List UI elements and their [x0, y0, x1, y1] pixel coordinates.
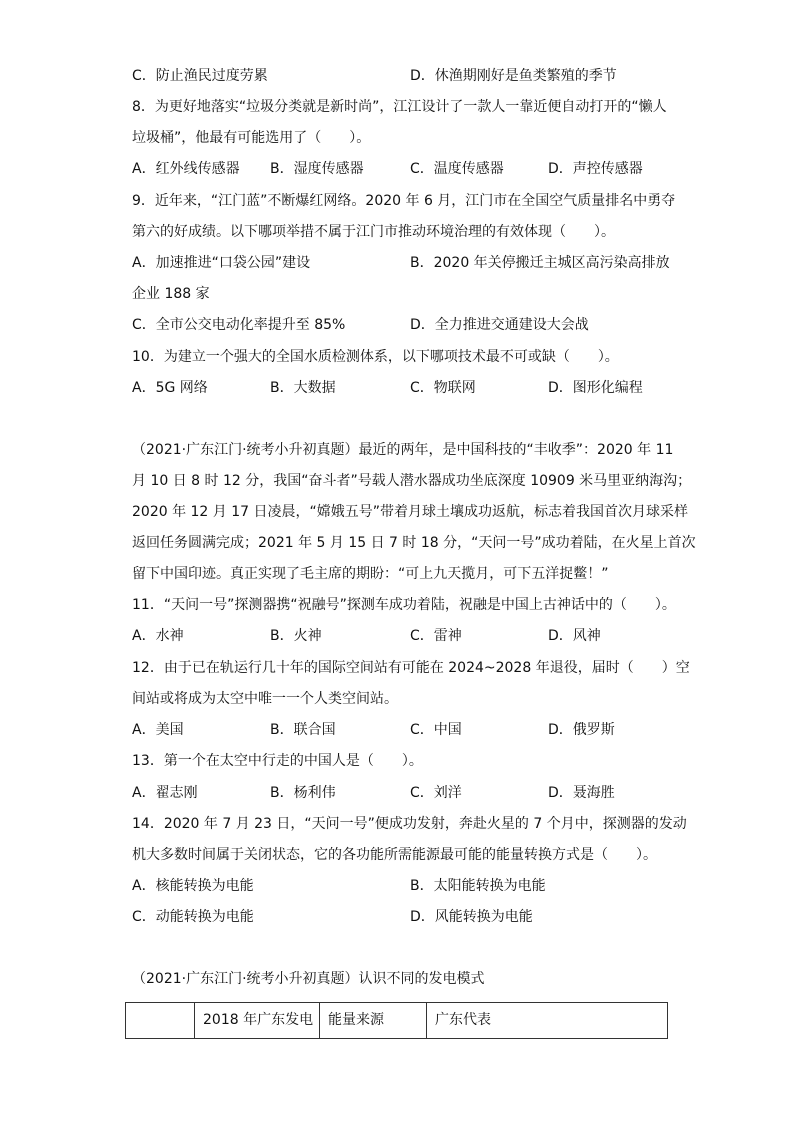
- table-header-cell: 广东代表: [435, 1012, 491, 1028]
- q9-stem-line2: 第六的好成绩。以下哪项举措不属于江门市推动环境治理的有效体现（ ）。: [132, 224, 615, 240]
- q10-option-d: D．图形化编程: [548, 380, 643, 396]
- q14-option-c: C．动能转换为电能: [132, 909, 254, 925]
- q11-stem: 11．“天问一号”探测器携“祝融号”探测车成功着陆，祝融是中国上古神话中的（ ）。: [132, 597, 676, 613]
- q9-option-b: B．2020 年关停搬迁主城区高污染高排放: [410, 255, 670, 271]
- q9-option-b-cont: 企业 188 家: [132, 286, 210, 302]
- passage1-line4: 返回任务圆满完成；2021 年 5 月 15 日 7 时 18 分，“天问一号”成功着陆，在火星上首次: [132, 535, 696, 551]
- q8-option-a: A．红外线传感器: [132, 161, 240, 177]
- q8-option-c: C．温度传感器: [410, 161, 504, 177]
- q13-option-c: C．刘洋: [410, 785, 462, 801]
- q12-option-d: D．俄罗斯: [548, 722, 615, 738]
- q8-option-d: D．声控传感器: [548, 161, 643, 177]
- table-header-cell: [126, 1003, 195, 1038]
- q10-option-c: C．物联网: [410, 380, 476, 396]
- passage1-line3: 2020 年 12 月 17 日凌晨，“嫦娥五号”带着月球土壤成功返航，标志着我国首次月球采样: [132, 504, 689, 520]
- table-header-cell: 能量来源: [320, 1003, 427, 1038]
- q14-stem-line1: 14．2020 年 7 月 23 日，“天问一号”便成功发射，奔赴火星的 7 个月中，探测器的发动: [132, 816, 687, 832]
- power-generation-table: [125, 1002, 668, 1039]
- q14-option-a: A．核能转换为电能: [132, 878, 254, 894]
- q12-option-a: A．美国: [132, 722, 184, 738]
- q14-option-b: B．太阳能转换为电能: [410, 878, 546, 894]
- q14-option-d: D．风能转换为电能: [410, 909, 533, 925]
- q11-option-c: C．雷神: [410, 628, 462, 644]
- q8-stem-line1: 8．为更好地落实“垃圾分类就是新时尚”，江江设计了一款人一靠近便自动打开的“懒人: [132, 99, 667, 115]
- q13-stem: 13．第一个在太空中行走的中国人是（ ）。: [132, 753, 423, 769]
- table-header-cell: 2018 年广东发电: [195, 1003, 320, 1038]
- passage1-line1: （2021·广东江门·统考小升初真题）最近的两年，是中国科技的“丰收季”：2020 年 11: [132, 442, 674, 458]
- q7-option-d: D．休渔期刚好是鱼类繁殖的季节: [410, 68, 617, 84]
- passage1-line5: 留下中国印迹。真正实现了毛主席的期盼：“可上九天揽月，可下五洋捉鳖！”: [132, 566, 609, 582]
- q9-option-d: D．全力推进交通建设大会战: [410, 317, 589, 333]
- passage2-intro: （2021·广东江门·统考小升初真题）认识不同的发电模式: [132, 971, 485, 987]
- passage1-line2: 月 10 日 8 时 12 分，我国“奋斗者”号载人潜水器成功坐底深度 10909 米马里亚纳海沟；: [132, 473, 692, 489]
- q9-option-a: A．加速推进“口袋公园”建设: [132, 255, 311, 271]
- q12-stem-line2: 间站或将成为太空中唯一一个人类空间站。: [132, 691, 398, 707]
- q13-option-d: D．聂海胜: [548, 785, 615, 801]
- q10-option-a: A．5G 网络: [132, 380, 208, 396]
- q12-stem-line1: 12．由于已在轨运行几十年的国际空间站有可能在 2024~2028 年退役，届时（ ）空: [132, 660, 690, 676]
- q12-option-b: B．联合国: [270, 722, 336, 738]
- q10-stem: 10．为建立一个强大的全国水质检测体系，以下哪项技术最不可或缺（ ）。: [132, 349, 619, 365]
- q7-option-c: C．防止渔民过度劳累: [132, 68, 268, 84]
- q14-stem-line2: 机大多数时间属于关闭状态，它的各功能所需能源最可能的能量转换方式是（ ）。: [132, 847, 657, 863]
- q13-option-b: B．杨利伟: [270, 785, 336, 801]
- q10-option-b: B．大数据: [270, 380, 336, 396]
- q11-option-d: D．风神: [548, 628, 601, 644]
- q13-option-a: A．翟志刚: [132, 785, 198, 801]
- q9-stem-line1: 9．近年来，“江门蓝”不断爆红网络。2020 年 6 月，江门市在全国空气质量排名中勇夺: [132, 193, 676, 209]
- q8-option-b: B．湿度传感器: [270, 161, 364, 177]
- q12-option-c: C．中国: [410, 722, 462, 738]
- q9-option-c: C．全市公交电动化率提升至 85%: [132, 317, 346, 333]
- q11-option-b: B．火神: [270, 628, 322, 644]
- q11-option-a: A．水神: [132, 628, 184, 644]
- q8-stem-line2: 垃圾桶”，他最有可能选用了（ ）。: [132, 130, 371, 146]
